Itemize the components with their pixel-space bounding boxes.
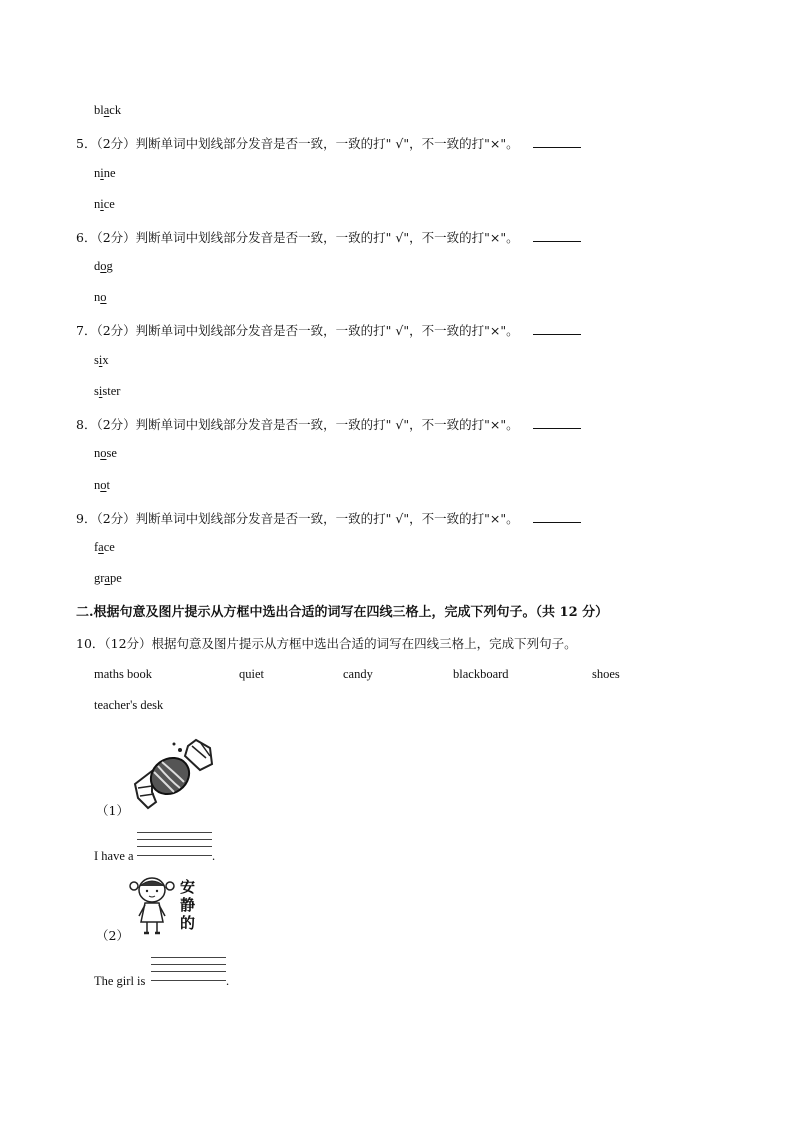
item-label: （1） — [96, 803, 129, 818]
question-10: 10．（12分）根据句意及图片提示从方框中选出合适的词写在四线三格上，完成下列句子。 — [76, 636, 577, 651]
word: not — [94, 478, 110, 492]
item-label: （2） — [96, 928, 129, 943]
word-black: black — [94, 103, 122, 117]
question-6: 6．（2分）判断单词中划线部分发音是否一致，一致的打" √"，不一致的打"×"。 — [76, 228, 581, 246]
word-bank-item: shoes — [592, 667, 620, 681]
answer-blank[interactable] — [533, 230, 581, 242]
word-bank-item: blackboard — [453, 667, 509, 681]
answer-blank[interactable] — [533, 511, 581, 523]
word: nose — [94, 446, 117, 460]
four-line-grid[interactable] — [151, 957, 226, 983]
word: dog — [94, 259, 113, 273]
question-7: 7．（2分）判断单词中划线部分发音是否一致，一致的打" √"，不一致的打"×"。 — [76, 321, 581, 339]
answer-blank[interactable] — [533, 136, 581, 148]
sentence-1-start: I have a — [94, 849, 134, 863]
word: six — [94, 353, 109, 367]
word: face — [94, 540, 115, 554]
word: no — [94, 290, 107, 304]
picture-caption: 安 静 的 — [180, 878, 196, 932]
word: grape — [94, 571, 122, 585]
word: nine — [94, 166, 116, 180]
answer-blank[interactable] — [533, 417, 581, 429]
sentence-2-start: The girl is — [94, 974, 146, 988]
sentence-2-end: . — [226, 974, 230, 988]
question-9: 9．（2分）判断单词中划线部分发音是否一致，一致的打" √"，不一致的打"×"。 — [76, 509, 581, 527]
candy-image — [130, 736, 216, 810]
four-line-grid[interactable] — [137, 832, 212, 858]
question-5: 5．（2分）判断单词中划线部分发音是否一致，一致的打" √"，不一致的打"×"。 — [76, 134, 581, 152]
word-bank-item: maths book — [94, 667, 152, 681]
word: nice — [94, 197, 115, 211]
section-title: 二.根据句意及图片提示从方框中选出合适的词写在四线三格上，完成下列句子。（共 12 分） — [76, 605, 609, 620]
word-bank-item: quiet — [239, 667, 264, 681]
word-bank-item: candy — [343, 667, 373, 681]
answer-blank[interactable] — [533, 323, 581, 335]
word: sister — [94, 384, 121, 398]
question-8: 8．（2分）判断单词中划线部分发音是否一致，一致的打" √"，不一致的打"×"。 — [76, 415, 581, 433]
word-bank-item: teacher's desk — [94, 698, 164, 712]
girl-image — [128, 876, 176, 938]
sentence-1-end: . — [212, 849, 216, 863]
